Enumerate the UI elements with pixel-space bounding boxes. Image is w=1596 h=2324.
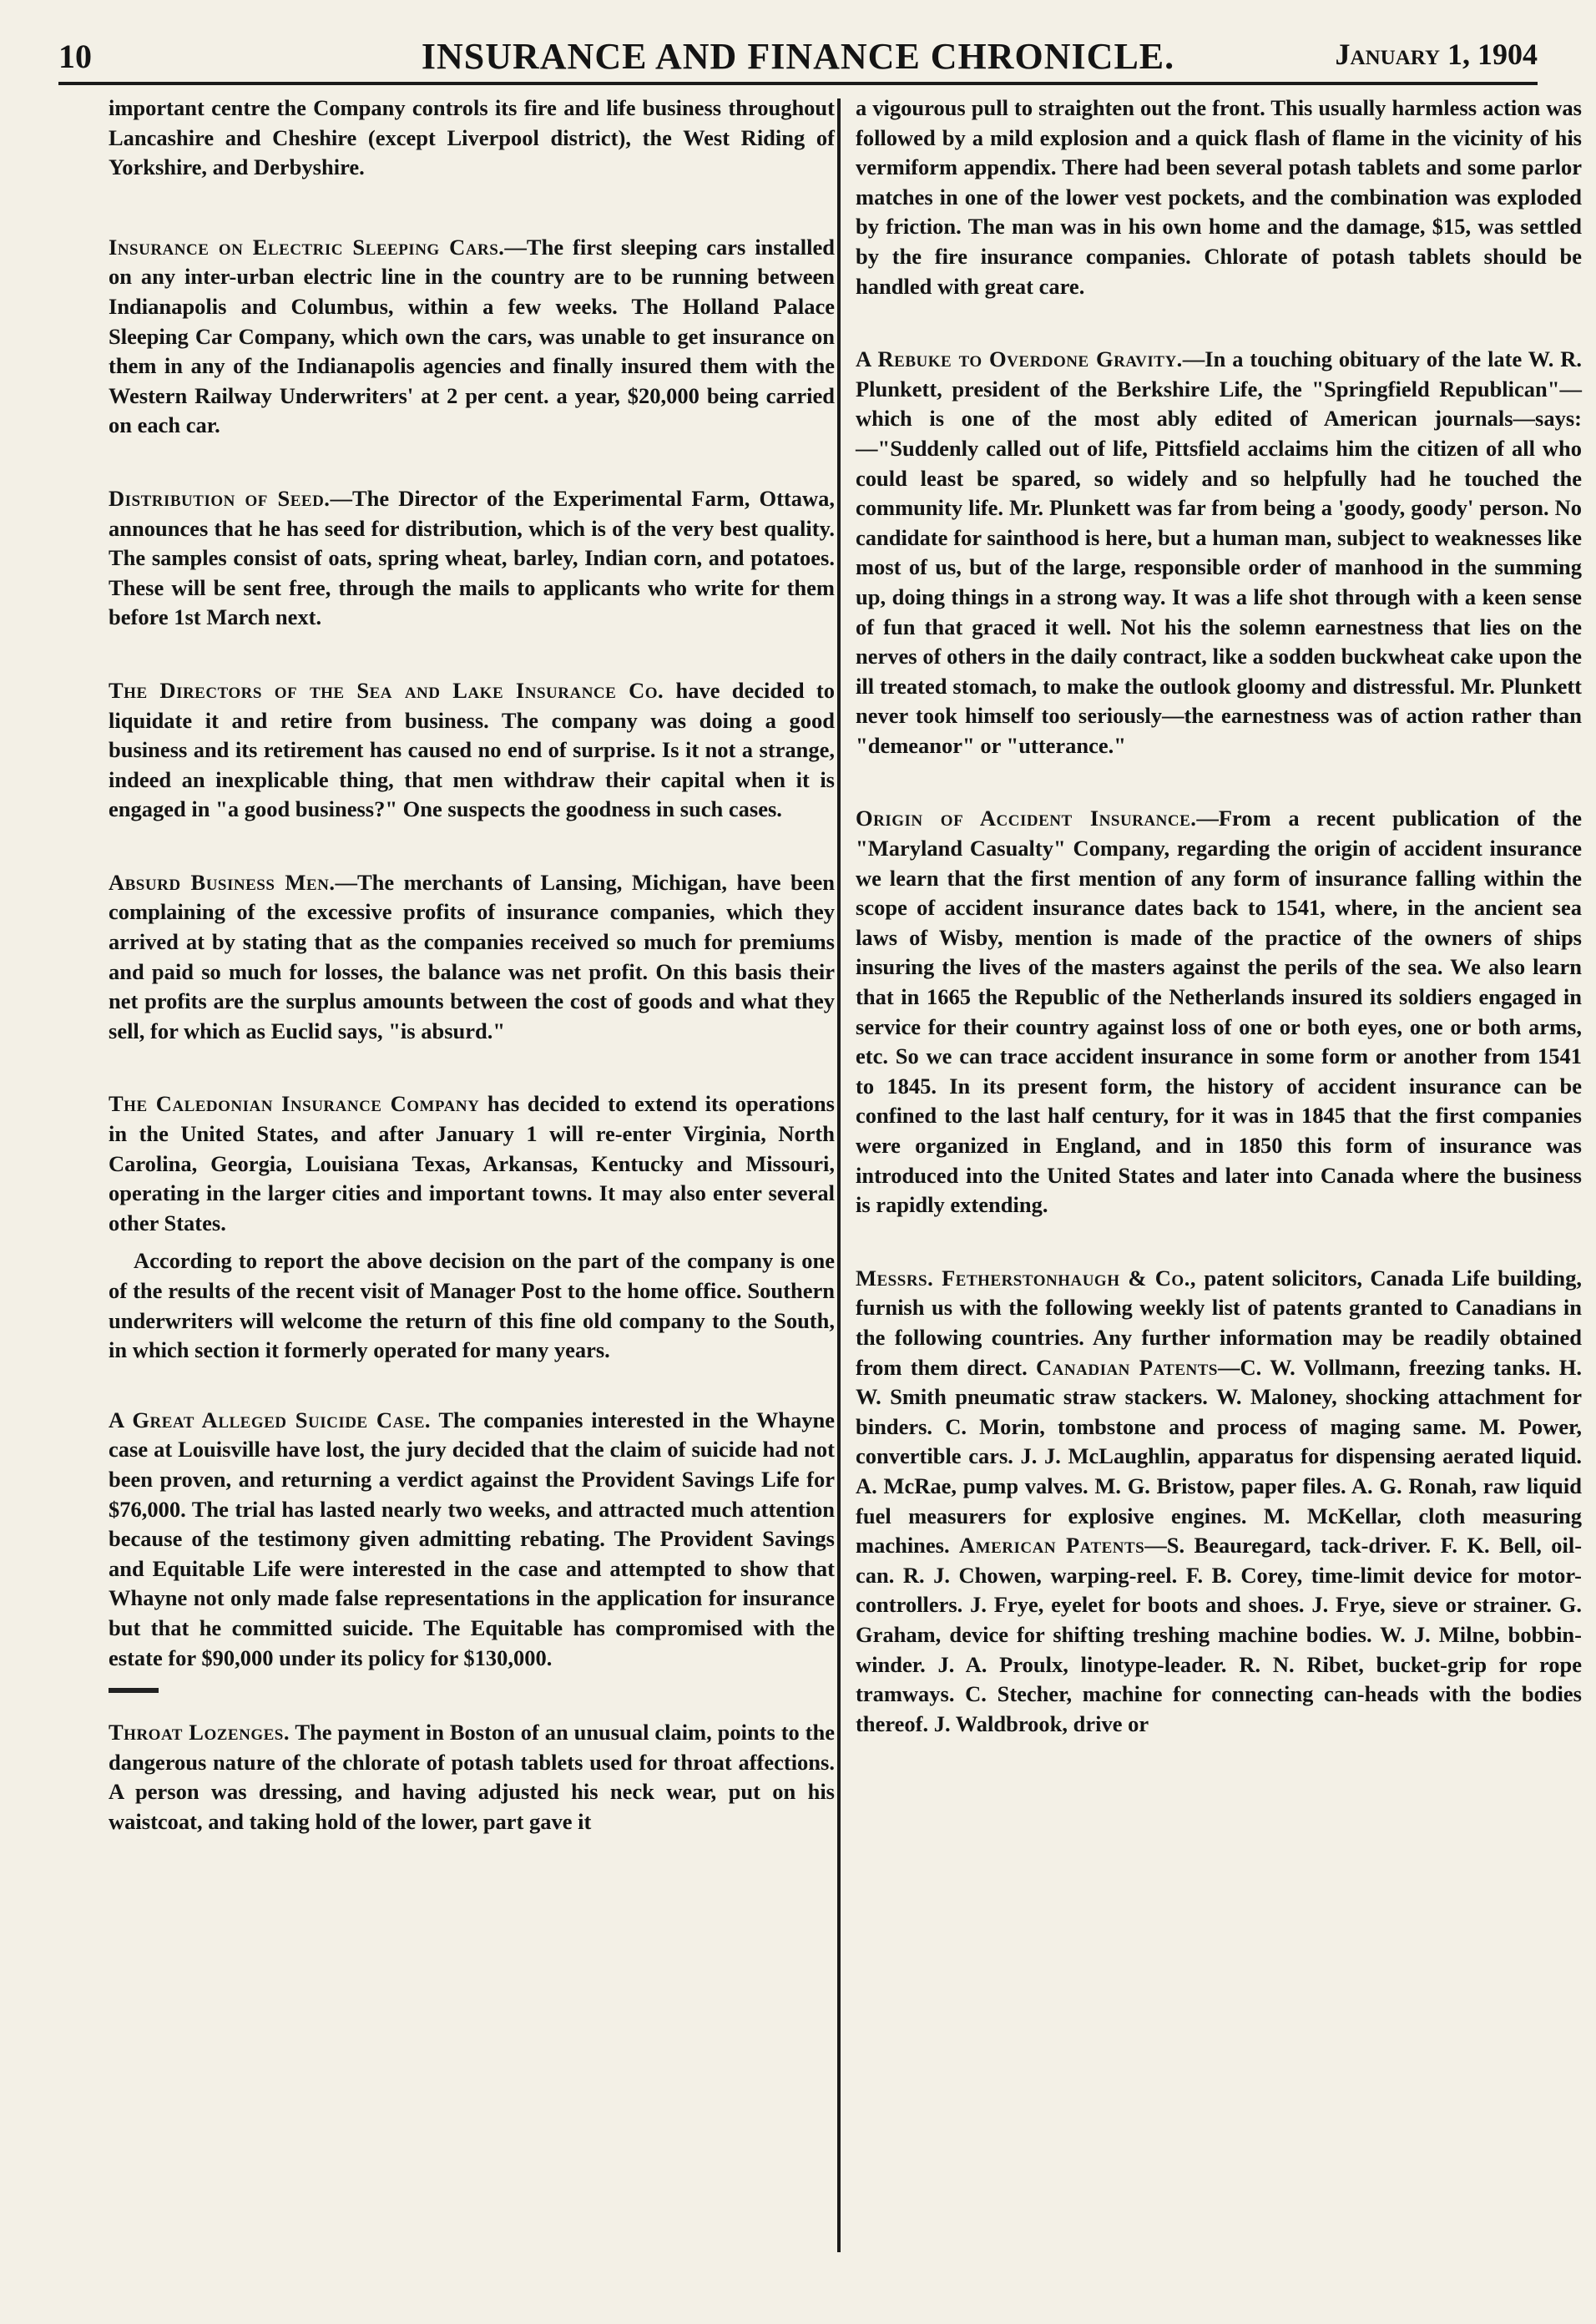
article-continuation: important centre the Company controls its fire and life business throughout Lancashire and Cheshire (except Liverpool district), the West Riding of Yorkshire, and Derbyshire. xyxy=(109,95,835,180)
article-electric-sleeping-cars xyxy=(109,233,835,441)
article-body: The companies interested in the Whayne case at Louisville have lost, the jury decided that the claim of suicide had not been proven, and returning a verdict against the Provident Savings Life for $76,000. The trial has lasted nearly two weeks, and attracted much attention because of the testimony given admitting rebating. The Provident Savings and Equitable Life were interested in the case and attempted to show that Whayne not only made false representations in the application for insurance but that he committed suicide. The Equitable has compromised with the estate for $90,000 under its policy for $130,000. xyxy=(109,1407,835,1670)
article-body: The payment in Boston of an unusual claim, points to the dangerous nature of the chlorate of potash tablets used for throat affections. A person was dressing, and having adjusted his neck wear, put on his waistcoat, and taking hold of the lower, part gave it xyxy=(109,1720,835,1834)
article-title: Distribution of Seed. xyxy=(109,485,331,511)
article-overdone-gravity xyxy=(856,345,1582,760)
article-throat-lozenges-cont: a vigourous pull to straighten out the front. This usually harmless action was followed by a mild explosion and a quick flash of flame in the vicinity of his vermiform appendix. There had been several potash tablets and some parlor matches in one of the lower vest pockets, and the combination was exploded by friction. The man was in his own home and the damage, $15, was settled by the fire insurance companies. Chlorate of potash tablets should be handled with great care. xyxy=(856,95,1582,299)
article-caledonian xyxy=(109,1089,835,1238)
article-title: Messrs. Fetherstonhaugh & Co., xyxy=(856,1265,1196,1291)
article-body: —S. Beauregard, tack-driver. F. K. Bell, oil-can. R. J. Chowen, warping-reel. F. B. Corey, time-limit device for motor-controllers. J. Frye, eyelet for boots and shoes. J. Frye, sieve or strainer. G. Graham, device for shifting treshing machine bodies. W. J. Milne, bobbin-winder. J. A. Proulx, linotype-leader. R. N. Ribet, bucket-grip for rope tramways. C. Stecher, machine for connecting can-heads with the bodies thereof. J. Waldbrook, drive or xyxy=(856,1533,1583,1736)
article-accident-insurance xyxy=(856,804,1582,1220)
publication-title: INSURANCE AND FINANCE CHRONICLE. xyxy=(421,36,1175,77)
article-body: has decided to extend its operations in the United States, and after January 1 will re-enter Virginia, North Carolina, Georgia, Louisiana Texas, Arkansas, Kentucky and Missouri, operating in the larger cities and important towns. It may also enter several other States. xyxy=(109,1091,835,1235)
subheading-american-patents: American Patents xyxy=(959,1533,1145,1559)
page-number: 10 xyxy=(58,38,92,75)
article-body: —The merchants of Lansing, Michigan, have been complaining of the excessive profits of insurance companies, which they arrived at by stating that as the companies received so much for premiums and paid so much for losses, the balance was net profit. On this basis their net profits are the surplus amounts between the cost of goods and what they sell, for which as Euclid says, "is absurd." xyxy=(109,869,835,1043)
article-title: A Great Alleged Suicide Case. xyxy=(109,1407,432,1432)
column-divider xyxy=(837,99,841,2252)
article-patents xyxy=(856,1264,1582,1740)
article-throat-lozenges xyxy=(109,1718,835,1836)
article-body: have decided to liquidate it and retire from business. The company was doing a good business and its retirement has caused no end of surprise. Is it not a strange, indeed an inexplicable thing, that men withdraw their capital when it is engaged in "a good business?" One suspects the goodness in such cases. xyxy=(109,677,835,822)
article-suicide-case xyxy=(109,1406,835,1673)
ink-mark xyxy=(109,1688,159,1693)
article-absurd-business-men xyxy=(109,868,835,1047)
article-title: Throat Lozenges. xyxy=(109,1720,290,1746)
article-title: Absurd Business Men. xyxy=(109,869,336,895)
issue-date: January 1, 1904 xyxy=(1335,38,1538,71)
article-body: —The first sleeping cars installed on any inter-urban electric line in the country are to be running between Indianapolis and Columbus, within a few weeks. The Holland Palace Sleeping Car Company, which own the cars, was unable to get insurance on them in any of the Indianapolis agencies and finally insured them with the Western Railway Underwriters' at 2 per cent. a year, $20,000 being carried on each car. xyxy=(109,234,835,438)
article-distribution-of-seed xyxy=(109,484,835,633)
article-sea-and-lake xyxy=(109,676,835,825)
article-body: —The Director of the Experimental Farm, Ottawa, announces that he has seed for distribution, which is of the very best quality. The samples consist of oats, spring wheat, barley, Indian corn, and potatoes. These will be sent free, through the mails to applicants who write for them before 1st March next. xyxy=(109,485,835,630)
page-header xyxy=(58,28,1538,85)
article-title: Origin of Accident Insurance. xyxy=(856,806,1197,831)
subheading-canadian-patents: Canadian Patents xyxy=(1036,1354,1218,1380)
article-title: A Rebuke to Overdone Gravity. xyxy=(856,346,1183,372)
right-column xyxy=(856,93,1582,1782)
article-caledonian-cont: According to report the above decision on the part of the company is one of the results of the recent visit of Manager Post to the home office. Southern underwriters will welcome the return of this fine old company to the South, in which section it formerly operated for many years. xyxy=(109,1248,835,1363)
article-title: Insurance on Electric Sleeping Cars. xyxy=(109,234,505,260)
left-column xyxy=(109,93,835,1881)
article-title: The Caledonian Insurance Company xyxy=(109,1091,480,1117)
article-body: —In a touching obituary of the late W. R. Plunkett, president of the Berkshire Life, the "Springfield Republican"—which is one of the most ably edited of American journals—says:—"Suddenly called out of life, Pittsfield acclaims him the citizen of all who could least be spared, so widely and so helpfully had he touched the community life. Mr. Plunkett was far from being a 'goody, goody' person. No candidate for sainthood is here, but a human man, subject to weaknesses like most of us, but of the large, responsible order of manhood in the summing up, doing things in a strong way. It was a life shot through with a keen sense of fun that graced it well. Not his the solemn earnestness that lies on the nerves of others in the daily contract, like a sodden buckwheat cake upon the ill treated stomach, to make the outlook gloomy and distressful. Mr. Plunkett never took himself too seriously—the earnestness was of action rather than "demeanor" or "utterance." xyxy=(856,346,1582,758)
article-body: —From a recent publication of the "Maryland Casualty" Company, regarding the origin of accident insurance we learn that the first mention of any form of insurance falling within the scope of accident insurance dates back to 1541, where, in the ancient sea laws of Wisby, mention is made of the practice of the owners of ships insuring the lives of the masters against the perils of the sea. We also learn that in 1665 the Republic of the Netherlands insured its soldiers engaged in service for their country against loss of one or both eyes, one or both arms, etc. So we can trace accident insurance in some form or another from 1541 to 1845. In its present form, the history of accident insurance can be confined to the last half century, for it was in 1845 that the first companies were organized in England, and in 1850 this form of insurance was introduced into the United States and later into Canada where the business is rapidly extending. xyxy=(856,806,1583,1218)
article-body: patent solicitors, Canada Life building, furnish us with the following weekly list of patents granted to Canadians in the following countries. Any further information may be readily obtained from them direct. xyxy=(856,1265,1582,1380)
article-title: The Directors of the Sea and Lake Insurance Co. xyxy=(109,677,664,703)
article-body: —C. W. Vollmann, freezing tanks. H. W. Smith pneumatic straw stackers. W. Maloney, shocking attachment for binders. C. Morin, tombstone and process of maging same. M. Power, convertible cars. J. J. McLaughlin, apparatus for dispensing aerated liquid. A. McRae, pump valves. M. G. Bristow, paper files. A. G. Ronah, raw liquid fuel measurers for explosive engines. M. McKellar, cloth measuring machines. xyxy=(856,1354,1582,1559)
